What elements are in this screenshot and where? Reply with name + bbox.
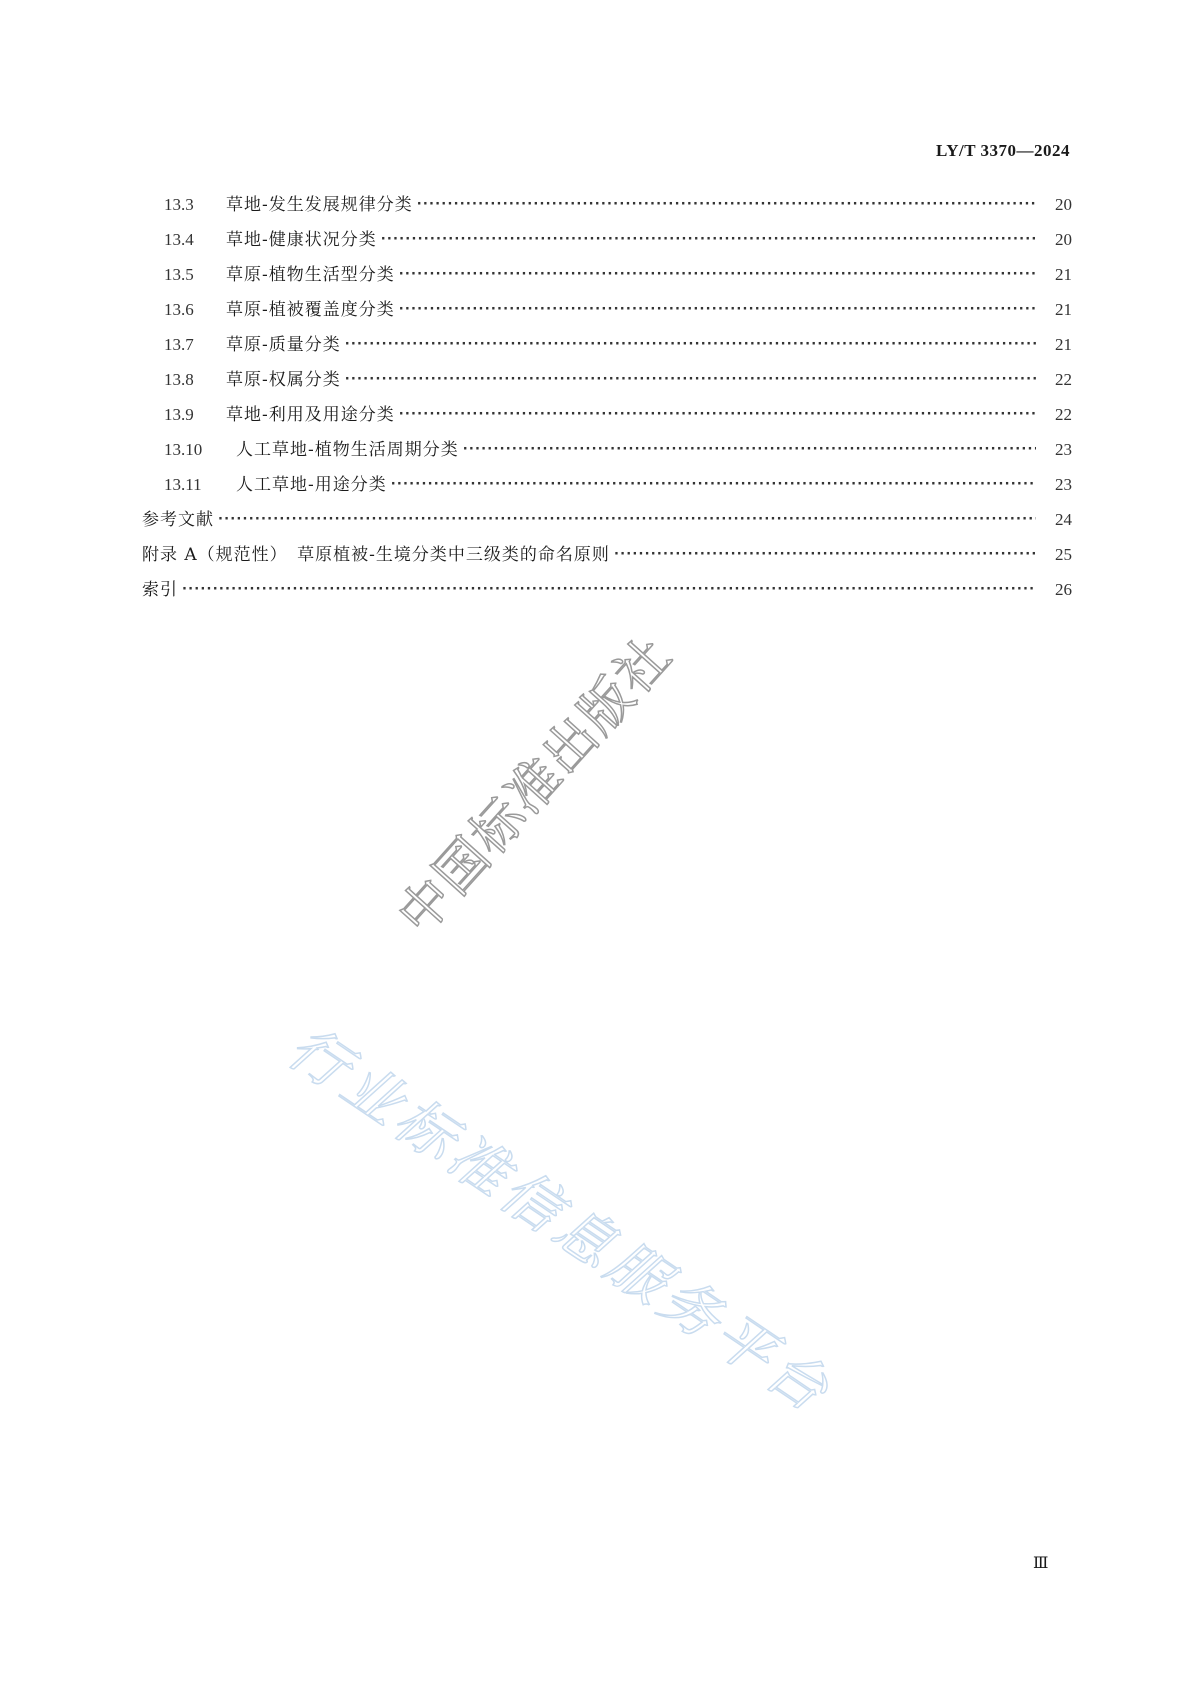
toc-leader-dots — [463, 438, 1036, 462]
toc-entry-title: 参考文献 — [142, 510, 214, 530]
toc-entry-13-4[interactable] — [142, 228, 1072, 263]
toc-entry-13-7[interactable] — [142, 333, 1072, 368]
toc-leader-dots — [614, 543, 1036, 567]
toc-entry-13-5[interactable] — [142, 263, 1072, 298]
toc-entry-title: 附录 A（规范性） 草原植被-生境分类中三级类的命名原则 — [142, 545, 610, 565]
toc-entry-13-3[interactable] — [142, 193, 1072, 228]
toc-entry-title: 草原-植物生活型分类 — [226, 265, 395, 285]
toc-entry-number: 13.10 — [164, 440, 203, 459]
toc-entry-index[interactable] — [142, 578, 1072, 613]
toc-entry-13-8[interactable] — [142, 368, 1072, 403]
toc-entry-13-9[interactable] — [142, 403, 1072, 438]
toc-leader-dots — [399, 403, 1036, 427]
toc-entry-page: 24 — [1055, 510, 1072, 529]
toc-entry-appendix-a[interactable] — [142, 543, 1072, 578]
toc-entry-page: 25 — [1055, 545, 1072, 564]
toc-entry-number: 13.11 — [164, 475, 202, 494]
toc-leader-dots — [182, 578, 1036, 602]
toc-entry-number: 13.6 — [164, 300, 194, 319]
toc-entry-title: 人工草地-用途分类 — [236, 475, 387, 495]
toc-entry-number: 13.7 — [164, 335, 194, 354]
standard-code: LY/T 3370—2024 — [935, 141, 1070, 160]
toc-entry-13-6[interactable] — [142, 298, 1072, 333]
toc-entry-title: 草地-利用及用途分类 — [226, 405, 395, 425]
toc-leader-dots — [345, 368, 1036, 392]
toc-entry-page: 26 — [1055, 580, 1072, 599]
toc-entry-number: 13.3 — [164, 195, 194, 214]
platform-watermark: 行业标准信息服务平台 — [276, 1012, 845, 1428]
toc-entry-page: 22 — [1055, 405, 1072, 424]
toc-leader-dots — [399, 263, 1036, 287]
table-of-contents — [142, 193, 1072, 613]
toc-entry-references[interactable] — [142, 508, 1072, 543]
toc-entry-title: 草原-质量分类 — [226, 335, 341, 355]
toc-entry-title: 索引 — [142, 580, 178, 600]
toc-entry-title: 草地-健康状况分类 — [226, 230, 377, 250]
toc-entry-page: 22 — [1055, 370, 1072, 389]
toc-entry-title: 草原-植被覆盖度分类 — [226, 300, 395, 320]
toc-entry-title: 草原-权属分类 — [226, 370, 341, 390]
toc-entry-number: 13.4 — [164, 230, 194, 249]
toc-entry-page: 21 — [1055, 265, 1072, 284]
toc-entry-page: 23 — [1055, 440, 1072, 459]
toc-entry-number: 13.9 — [164, 405, 194, 424]
toc-leader-dots — [345, 333, 1036, 357]
toc-entry-page: 20 — [1055, 195, 1072, 214]
toc-entry-page: 21 — [1055, 300, 1072, 319]
toc-leader-dots — [218, 508, 1036, 532]
toc-entry-title: 人工草地-植物生活周期分类 — [236, 440, 459, 460]
publisher-watermark: 中国标准出版社 — [386, 625, 685, 947]
toc-leader-dots — [391, 473, 1036, 497]
toc-leader-dots — [399, 298, 1036, 322]
toc-entry-13-11[interactable] — [142, 473, 1072, 508]
toc-entry-number: 13.5 — [164, 265, 194, 284]
toc-entry-number: 13.8 — [164, 370, 194, 389]
toc-entry-13-10[interactable] — [142, 438, 1072, 473]
toc-entry-page: 20 — [1055, 230, 1072, 249]
toc-leader-dots — [381, 228, 1036, 252]
toc-leader-dots — [417, 193, 1036, 217]
toc-entry-title: 草地-发生发展规律分类 — [226, 195, 413, 215]
page-number: Ⅲ — [1033, 1555, 1049, 1572]
toc-entry-page: 23 — [1055, 475, 1072, 494]
toc-entry-page: 21 — [1055, 335, 1072, 354]
